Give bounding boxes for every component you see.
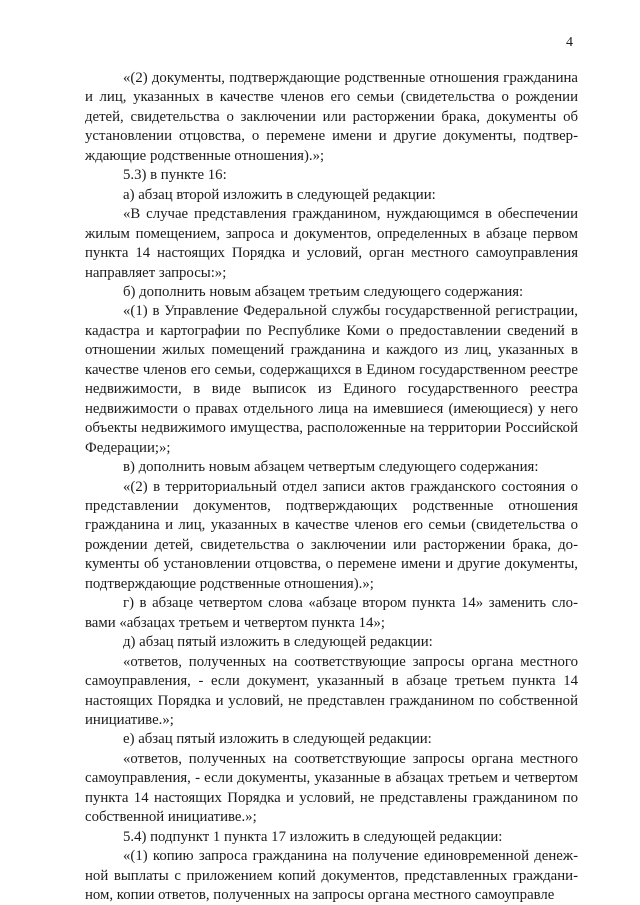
paragraph-a-quote: «В случае представления гражданином, нуждающимся в обеспечении жилым помещением, запроса и документов, определенных в абзаце первом пункта 14 настоящих Порядка и условий, орган местного самоуправления направляет запросы:»; <box>85 206 578 281</box>
paragraph-5-4: 5.4) подпункт 1 пункта 17 изложить в следующей редакции: <box>123 828 503 845</box>
paragraph-documents-kinship: «(2) документы, подтверждающие родственные отношения гражданина и лиц, указанных в качестве членов его семьи (свидетельства о рождении детей, свидетельства о заключении или расторжении брака, документы об установлении отцовства, о перемене имени и другие документы, подтверждающие родственные отношения).»; <box>85 70 578 164</box>
paragraph-d-quote: «ответов, полученных на соответствующие запросы органа местного самоуправления, - если документ, указанный в абзаце третьем пункта 14 настоящих Порядка и условий, не представлен гражданином по собственной инициативе.»; <box>85 653 578 728</box>
paragraph-v-quote: «(2) в территориальный отдел записи актов гражданского состояния о представлении документов, подтверждающих родственные отношения гражданина и лиц, указанных в качестве членов его семьи (свидетельства о рождении детей, свидетельства о заключении или расторжении брака, документы об установлении отцовства, о перемене имени и другие документы, подтверждающие родственные отношения).»; <box>85 478 578 592</box>
paragraph-d: д) абзац пятый изложить в следующей редакции: <box>123 634 433 651</box>
paragraph-g: г) в абзаце четвертом слова «абзаце втором пункта 14» заменить словами «абзацах третьем и четвертом пункта 14»; <box>85 595 578 631</box>
paragraph-5-3: 5.3) в пункте 16: <box>123 167 227 184</box>
paragraph-b: б) дополнить новым абзацем третьим следующего содержания: <box>123 283 524 300</box>
paragraph-a: а) абзац второй изложить в следующей редакции: <box>123 186 436 203</box>
document-body <box>85 69 578 905</box>
paragraph-v: в) дополнить новым абзацем четвертым следующего содержания: <box>123 459 539 476</box>
paragraph-b-quote: «(1) в Управление Федеральной службы государственной регистрации, кадастра и картографии по Республике Коми о предоставлении сведений в отношении жилых помещений гражданина и каждого из лиц, указанных в качестве членов его семьи, содержащихся в Едином государственном реестре недвижимости, в виде выписок из Единого государственного реестра недвижимости о правах отдельного лица на имевшиеся (имеющиеся) у него объекты недвижимого имущества, расположенные на территории Российской Федерации;»; <box>85 303 578 456</box>
paragraph-5-4-quote: «(1) копию запроса гражданина на получение единовременной денежной выплаты с приложением копий документов, представленных гражданином, копии ответов, полученных на запросы органа местного самоуправле <box>85 848 578 904</box>
paragraph-e: е) абзац пятый изложить в следующей редакции: <box>123 731 432 748</box>
page-number: 4 <box>566 35 573 50</box>
paragraph-e-quote: «ответов, полученных на соответствующие запросы органа местного самоуправления, - если документы, указанные в абзацах третьем и четвертом пункта 14 настоящих Порядка и условий, не представлены гражданином по собственной инициативе.»; <box>85 750 578 826</box>
